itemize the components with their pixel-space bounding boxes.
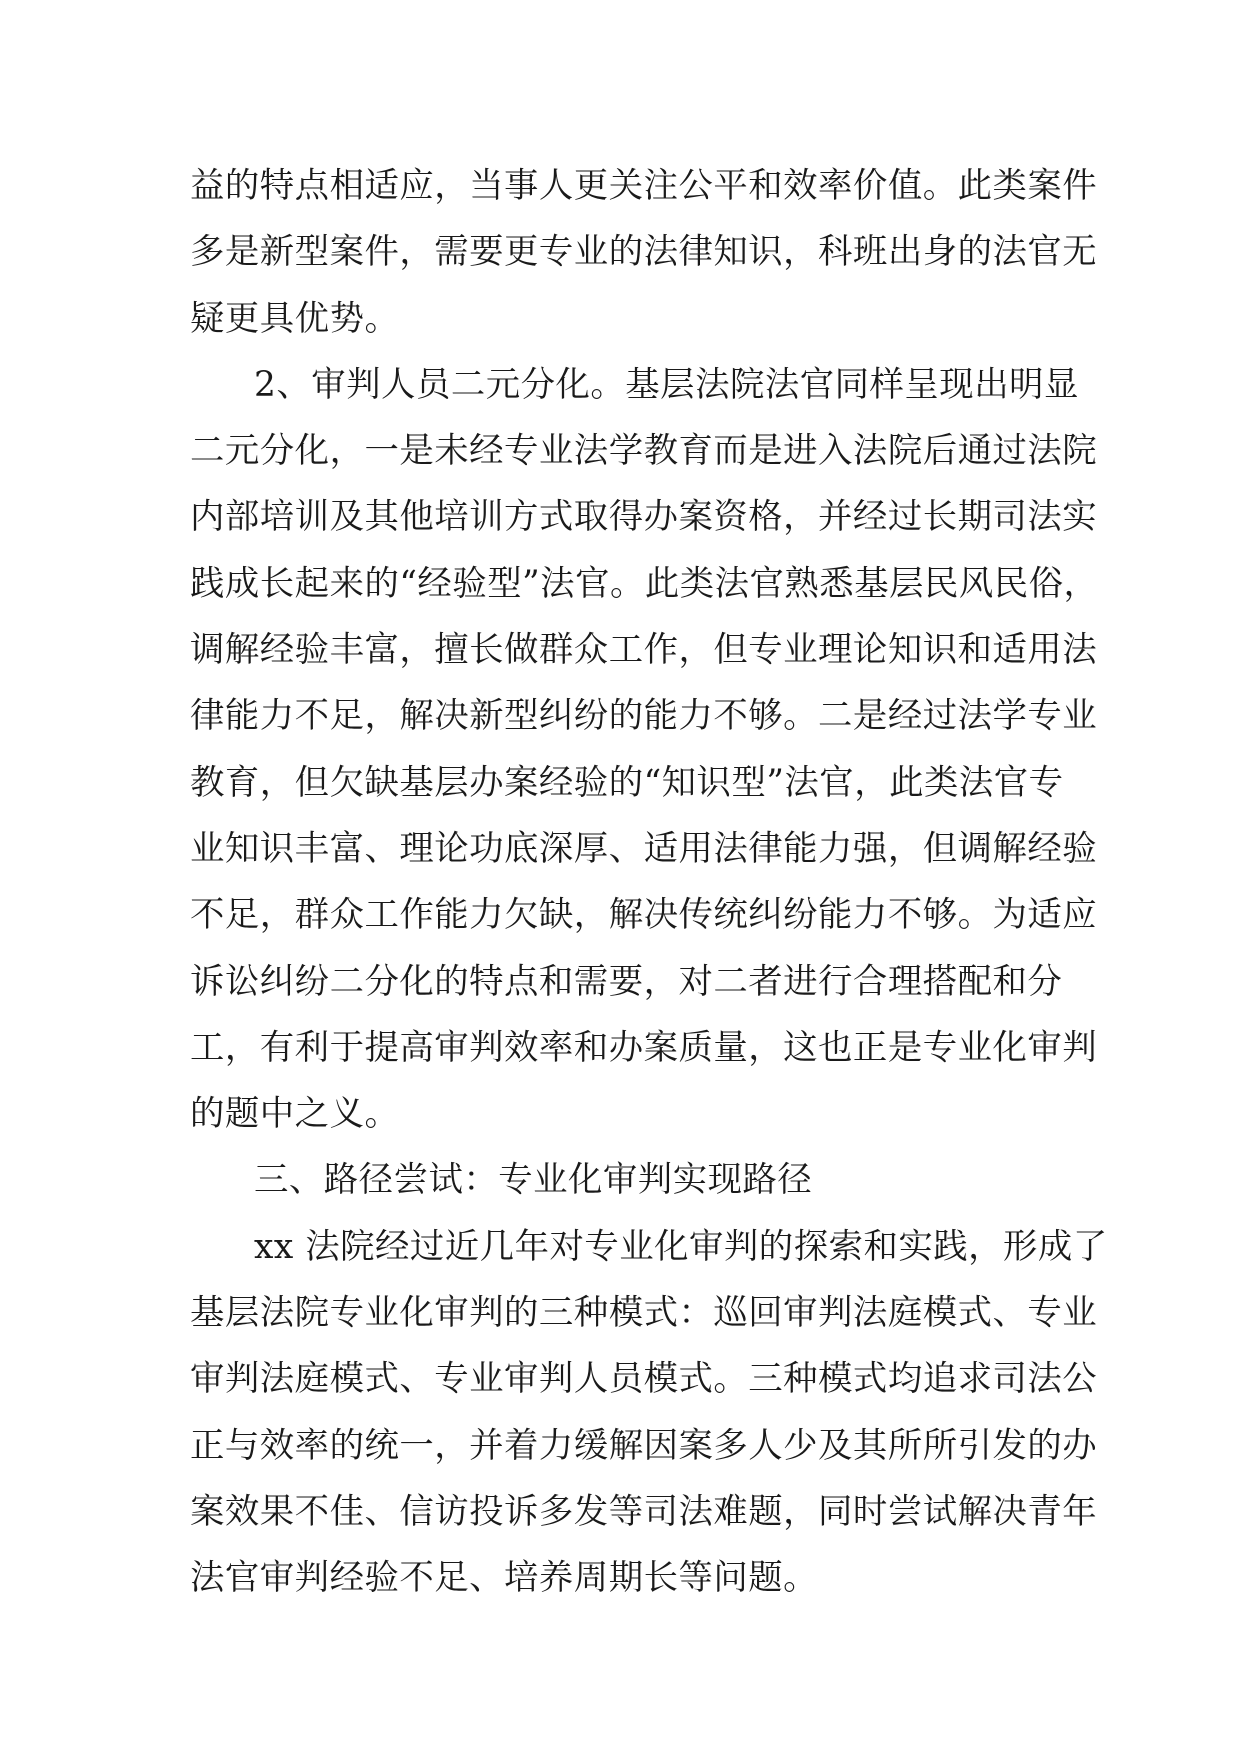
paragraph-start-line: xx 法院经过近几年对专业化审判的探索和实践，形成了 — [254, 1226, 1108, 1267]
text-line: 的题中之义。 — [190, 1094, 400, 1135]
text-line: 不足，群众工作能力欠缺，解决传统纠纷能力不够。为适应 — [190, 895, 1098, 936]
text-line: 案效果不佳、信访投诉多发等司法难题，同时尝试解决青年 — [190, 1491, 1098, 1532]
body-text — [190, 153, 1108, 1612]
text-line: 益的特点相适应，当事人更关注公平和效率价值。此类案件 — [190, 166, 1098, 206]
text-line: 法官审判经验不足、培养周期长等问题。 — [190, 1558, 819, 1599]
text-line: 二元分化，一是未经专业法学教育而是进入法院后通过法院 — [190, 431, 1098, 472]
text-line: 教育，但欠缺基层办案经验的“知识型”法官，此类法官专 — [190, 762, 1064, 803]
section-heading: 三、路径尝试：专业化审判实现路径 — [254, 1160, 813, 1201]
text-line: 调解经验丰富，擅长做群众工作，但专业理论知识和适用法 — [190, 630, 1098, 671]
text-line: 疑更具优势。 — [190, 298, 400, 339]
text-line: 践成长起来的“经验型”法官。此类法官熟悉基层民风民俗， — [190, 563, 1099, 604]
text-line: 基层法院专业化审判的三种模式：巡回审判法庭模式、专业 — [190, 1293, 1098, 1334]
text-line: 内部培训及其他培训方式取得办案资格，并经过长期司法实 — [190, 497, 1098, 538]
paragraph-start-line: 2、审判人员二元分化。基层法院法官同样呈现出明显 — [254, 364, 1079, 405]
text-line: 业知识丰富、理论功底深厚、适用法律能力强，但调解经验 — [190, 828, 1098, 869]
text-line: 审判法庭模式、专业审判人员模式。三种模式均追求司法公 — [190, 1359, 1098, 1400]
text-line: 律能力不足，解决新型纠纷的能力不够。二是经过法学专业 — [190, 696, 1098, 737]
text-line: 诉讼纠纷二分化的特点和需要，对二者进行合理搭配和分 — [190, 961, 1063, 1002]
text-line: 多是新型案件，需要更专业的法律知识，科班出身的法官无 — [190, 232, 1098, 273]
text-line: 工，有利于提高审判效率和办案质量，这也正是专业化审判 — [190, 1027, 1098, 1068]
text-line: 正与效率的统一，并着力缓解因案多人少及其所所引发的办 — [190, 1425, 1098, 1466]
